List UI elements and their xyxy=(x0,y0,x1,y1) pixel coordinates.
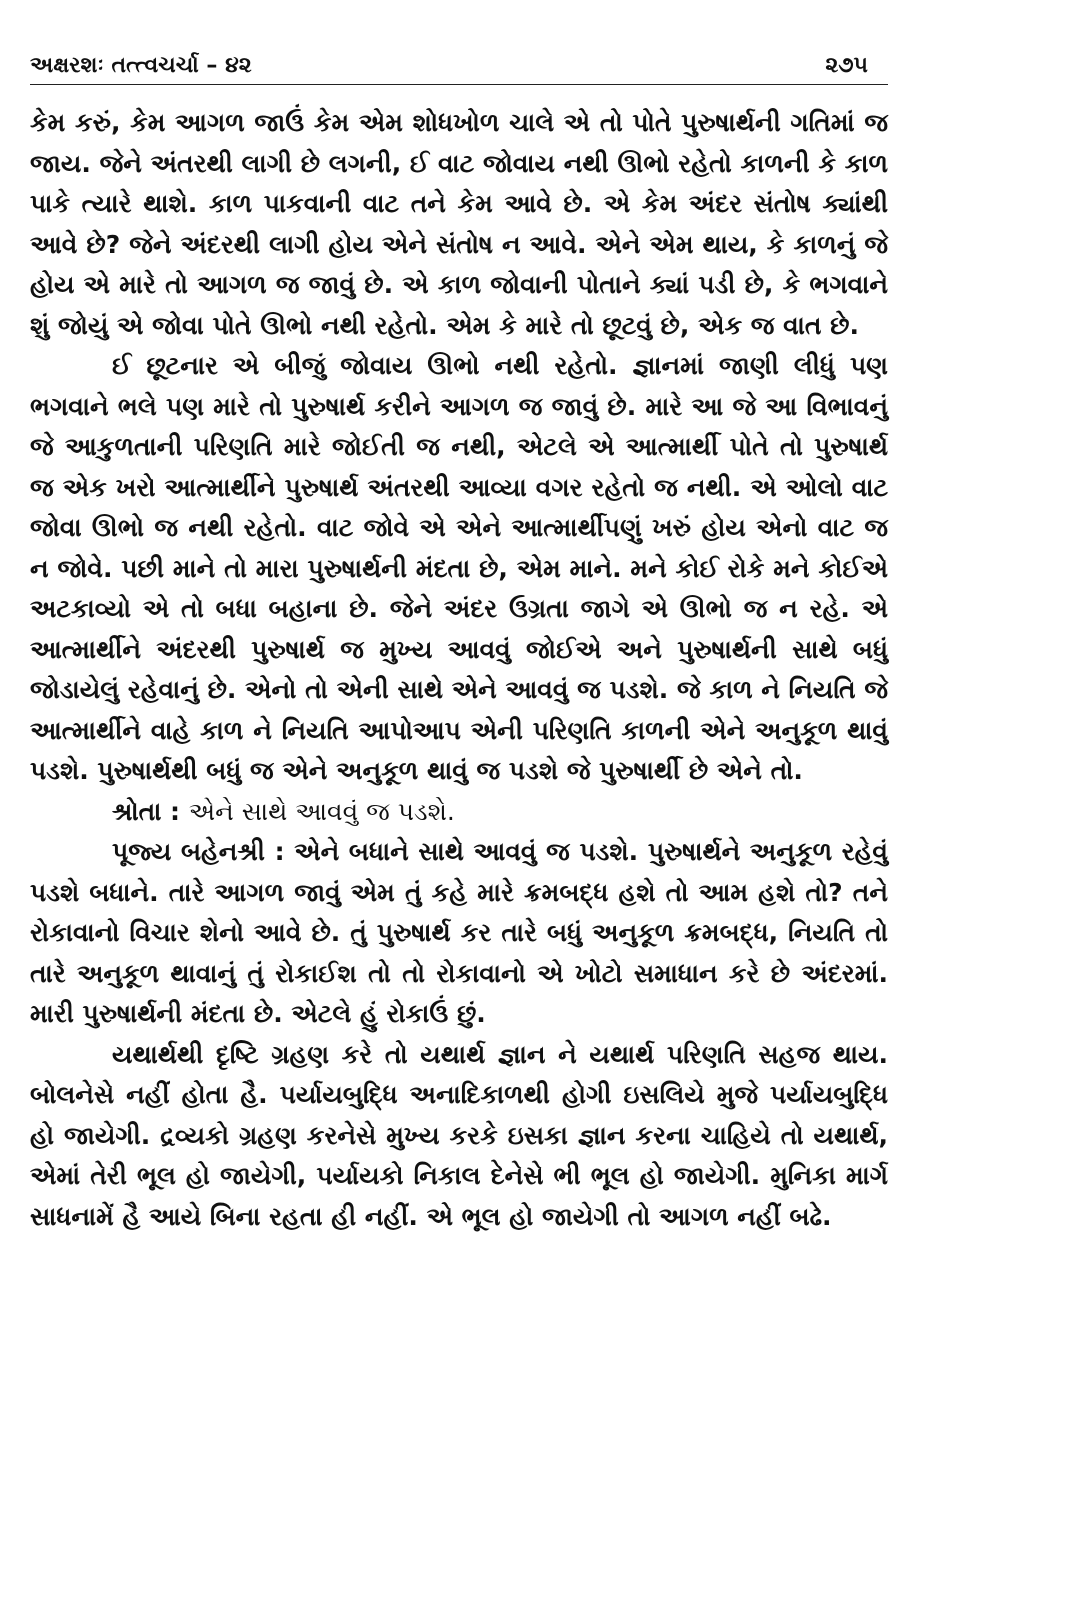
paragraph-1: કેમ કરું, કેમ આગળ જાઉં કેમ એમ શોધખોળ ચાલે એ તો પોતે પુરુષાર્થની ગતિમાં જ જાય. જેને અંતરથી લાગી છે લગની, ઈ વાટ જોવાય નથી ઊભો રહેતો કાળની કે કાળ પાકે ત્યારે થાશે. કાળ પાકવાની વાટ તને કેમ આવે છે. એ કેમ અંદર સંતોષ ક્યાંથી આવે છે? જેને અંદરથી લાગી હોય એને સંતોષ ન આવે. એને એમ થાય, કે કાળનું જે હોય એ મારે તો આગળ જ જાવું છે. એ કાળ જોવાની પોતાને ક્યાં પડી છે, કે ભગવાને શું જોયું એ જોવા પોતે ઊભો નથી રહેતો. એમ કે મારે તો છૂટવું છે, એક જ વાત છે. xyxy=(30,108,888,340)
speaker-label-behenshri: પૂજ્ય બહેનશ્રી : xyxy=(112,837,285,866)
page-body xyxy=(30,103,888,1237)
speaker-label-listener: શ્રોતા : xyxy=(112,796,181,826)
dialogue-text-behenshri: એને બધાને સાથે આવવું જ પડશે. પુરુષાર્થને અનુકૂળ રહેવું પડશે બધાને. તારે આગળ જાવું એમ તું કહે મારે ક્રમબદ્ધ હશે તો આમ હશે તો? તને રોકાવાનો વિચાર શેનો આવે છે. તું પુરુષાર્થ કર તારે બધું અનુકૂળ ક્રમબદ્ધ, નિયતિ તો તારે અનુકૂળ થાવાનું તું રોકાઈશ તો તો રોકાવાનો એ ખોટો સમાધાન કરે છે અંદરમાં. મારી પુરુષાર્થની મંદતા છે. એટલે હું રોકાઉં છું. xyxy=(30,837,888,1028)
paragraph-2: ઈ છૂટનાર એ બીજું જોવાય ઊભો નથી રહેતો. જ્ઞાનમાં જાણી લીધું પણ ભગવાને ભલે પણ મારે તો પુરુષાર્થ કરીને આગળ જ જાવું છે. મારે આ જે આ વિભાવનું જે આકુળતાની પરિણતિ મારે જોઈતી જ નથી, એટલે એ આત્માર્થી પોતે તો પુરુષાર્થ જ એક ખરો આત્માર્થીને પુરુષાર્થ અંતરથી આવ્યા વગર રહેતો જ નથી. એ ઓલો વાટ જોવા ઊભો જ નથી રહેતો. વાટ જોવે એ એને આત્માર્થીપણું ખરું હોય એનો વાટ જ ન જોવે. પછી માને તો મારા પુરુષાર્થની મંદતા છે, એમ માને. મને કોઈ રોકે મને કોઈએ અટકાવ્યો એ તો બધા બહાના છે. જેને અંદર ઉગ્રતા જાગે એ ઊભો જ ન રહે. એ આત્માર્થીને અંદરથી પુરુષાર્થ જ મુખ્ય આવવું જોઈએ અને પુરુષાર્થની સાથે બધું જોડાયેલું રહેવાનું છે. એનો તો એની સાથે એને આવવું જ પડશે. જે કાળ ને નિયતિ જે આત્માર્થીને વાહે કાળ ને નિયતિ આપોઆપ એની પરિણતિ કાળની એને અનુકૂળ થાવું પડશે. પુરુષાર્થથી બધું જ એને અનુકૂળ થાવું જ પડશે જે પુરુષાર્થી છે એને તો. xyxy=(30,351,888,785)
dialogue-text-listener: એને સાથે આવવું જ પડશે. xyxy=(188,796,455,826)
page-number: ૨૭૫ xyxy=(825,53,868,78)
chapter-title: અક્ષરશઃ તત્ત્વચર્ચા – ૪૨ xyxy=(30,53,252,78)
running-header xyxy=(30,40,888,85)
dialogue-behenshri xyxy=(30,832,888,1035)
dialogue-listener xyxy=(30,792,888,833)
paragraph-5: યથાર્થથી દૃષ્ટિ ગ્રહણ કરે તો યથાર્થ જ્ઞાન ને યથાર્થ પરિણતિ સહજ થાય. બોલનેસે નહીં હોતા હૈ. પર્યાયબુદ્ધિ અનાદિકાળથી હોગી ઇસલિયે મુજે પર્યાયબુદ્ધિ હો જાયેગી. દ્રવ્યકો ગ્રહણ કરનેસે મુખ્ય કરકે ઇસકા જ્ઞાન કરના ચાહિયે તો યથાર્થ, એમાં તેરી ભૂલ હો જાયેગી, પર્યાયકો નિકાલ દેનેસે ભી ભૂલ હો જાયેગી. મુનિકા માર્ગ સાધનામેં હૈ આયે બિના રહતા હી નહીં. એ ભૂલ હો જાયેગી તો આગળ નહીં બઢે. xyxy=(30,1039,888,1231)
book-page xyxy=(30,40,888,1237)
